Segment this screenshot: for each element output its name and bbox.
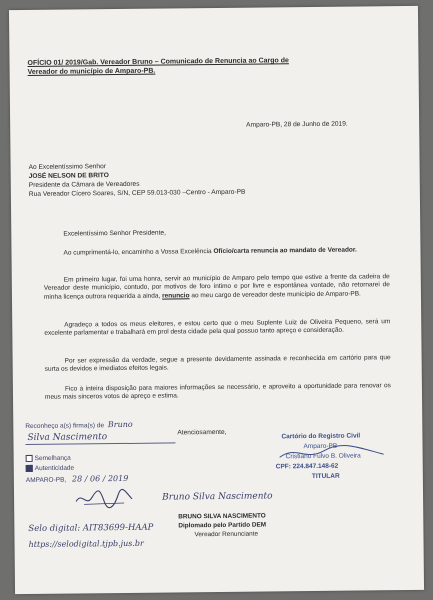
notary-signature-scribble <box>74 487 134 510</box>
notary-divider <box>25 442 175 445</box>
greeting: Excelentíssimo Senhor Presidente, <box>63 229 166 238</box>
stamp-signature-scribble <box>276 442 388 463</box>
signature-role: Vereador Renunciante <box>194 530 259 539</box>
checkbox-similarity <box>26 455 33 462</box>
paragraph-2-text: Em primeiro lugar, foi uma honra, servir ao município de Amparo pelo tempo que estive a frente da cadeira de Vereador deste município, contudo, por motivos de foro íntimo e por livre e espontânea vontade, não retornarei de minha licença outrora requerida a ainda, <box>43 273 390 301</box>
stamp-office-line2: Amparo-PB <box>303 442 338 451</box>
signature-name: BRUNO SILVA NASCIMENTO <box>178 512 266 521</box>
stamp-officer: Cristiano Fulvo B. Oliveira <box>285 452 361 461</box>
seal-url: https://selodigital.tjpb.jus.br <box>28 538 144 549</box>
paragraph-2-bold: renuncio <box>162 291 190 300</box>
paragraph-2-text-end: ao meu cargo de vereador deste município de Amparo-PB. <box>189 290 361 299</box>
paragraph-5: Fico à inteira disposição para maiores informações se necessário, e aproveito a oportunidade para renovar os meus mais sinceros votos de apreço e estima. <box>44 382 391 402</box>
document-page <box>9 6 424 594</box>
closing: Atenciosamente, <box>177 428 227 437</box>
recipient-role: Presidente da Câmara de Vereadores <box>28 180 140 189</box>
recipient-salutation: Ao Excelentíssimo Senhor <box>28 163 106 171</box>
notary-place-date: AMPARO-PB, 28 / 06 / 2019 <box>25 473 129 485</box>
recipient-name: JOSÉ NELSON DE BRITO <box>28 172 109 180</box>
paragraph-1-bold: Ofício/carta renuncia ao mandato de Vereador. <box>213 246 357 256</box>
notary-option-similarity: Semelhança <box>26 455 71 464</box>
paragraph-3: Agradeço a todos os meus eleitores, e estou certo que o meu Suplente Luiz de Oliveira Pequeno, será um excelente parlamentar e trabalhará em prol desta cidade pela qual possuo tanto apreço e consideração. <box>44 318 391 338</box>
notary-option-authenticity: Autenticidade <box>26 465 74 474</box>
document-date: Amparo-PB, 28 de Junho de 2019. <box>246 120 348 129</box>
notary-recognized-label: Reconheço a(s) firma(s) de Bruno <box>25 419 133 431</box>
paragraph-1-text: Ao cumprimentá-lo, encaminho a Vossa Excelência <box>63 248 214 257</box>
document-title-line1: OFÍCIO 01/ 2019/Gab. Vereador Bruno – Comunicado de Renuncia ao Cargo de <box>27 57 289 67</box>
signature-party: Diplomado pelo Partido DEM <box>178 521 267 530</box>
notary-recognized-name-cont: Silva Nascimento <box>27 432 108 443</box>
councilor-handwritten-signature: Bruno Silva Nascimento <box>162 491 273 503</box>
stamp-title: TITULAR <box>311 472 340 481</box>
stamp-office-line1: Cartório do Registro Civil <box>281 432 361 441</box>
recipient-address: Rua Vereador Cícero Soares, S/N, CEP 59.013-030 –Centro - Amparo-PB <box>28 188 246 198</box>
stamp-cpf: CPF: 224.847.148-62 <box>275 462 339 471</box>
paragraph-4: Por ser expressão da verdade, segue a presente devidamente assinada e reconhecida em cartório para que surta os devidos e imediatos efeitos legais. <box>44 354 391 374</box>
seal-code: Selo digital: AIT83699-HAAP <box>28 522 154 534</box>
paragraph-1 <box>43 246 389 258</box>
paragraph-2 <box>44 273 390 302</box>
checkbox-authenticity <box>26 465 33 472</box>
document-title-line2: Vereador do município de Amparo-PB. <box>27 67 156 76</box>
